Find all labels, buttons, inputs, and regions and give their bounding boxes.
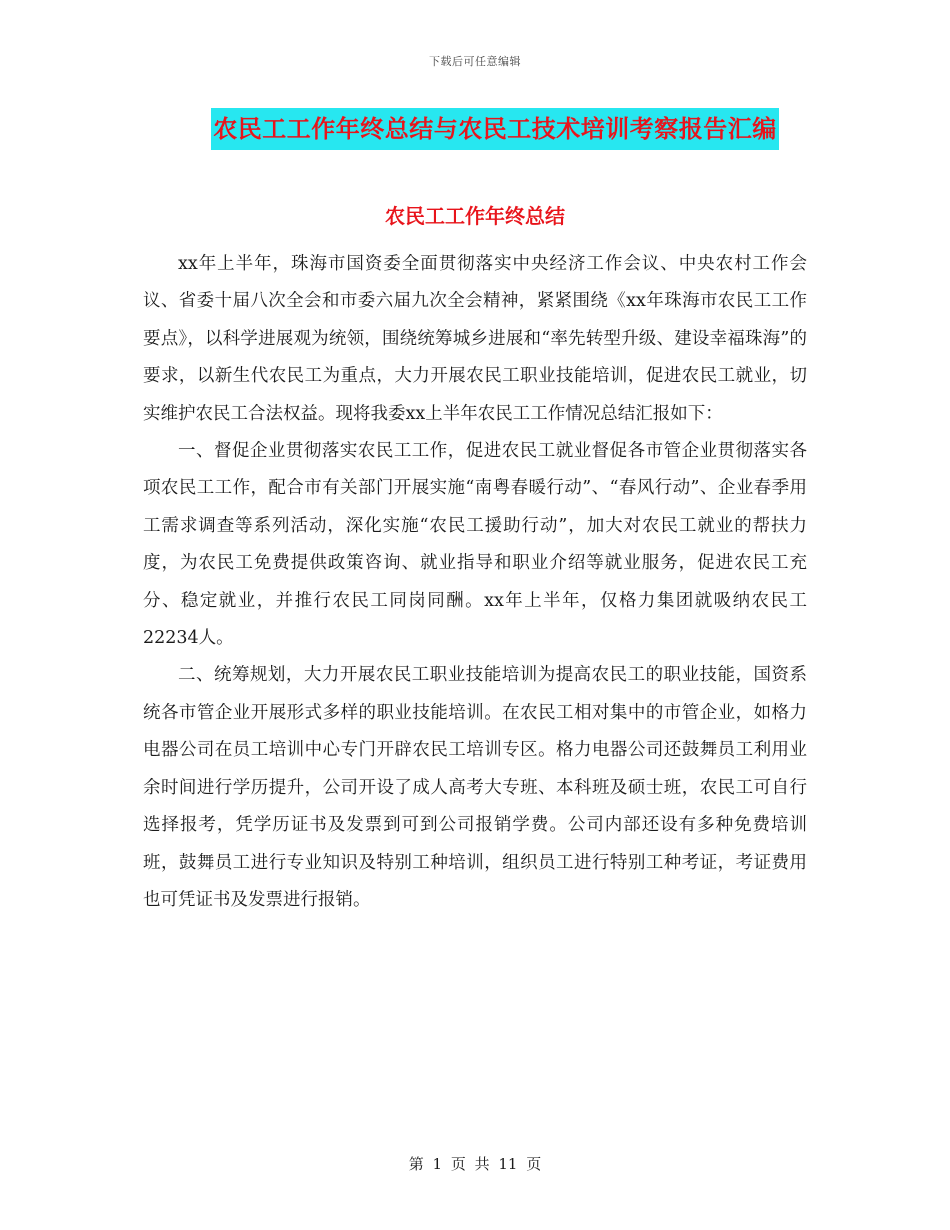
body-paragraph: xx年上半年，珠海市国资委全面贯彻落实中央经济工作会议、中央农村工作会议、省委十届八次全会和市委六届九次全会精神，紧紧围绕《xx年珠海市农民工工作要点》，以科学进展观为统领，围绕统筹城乡进展和“率先转型升级、建设幸福珠海”的要求，以新生代农民工为重点，大力开展农民工职业技能培训，促进农民工就业，切实维护农民工合法权益。现将我委xx上半年农民工工作情况总结汇报如下： — [143, 254, 807, 424]
document-body — [143, 246, 807, 919]
page-header-note: 下载后可任意编辑 — [429, 55, 521, 68]
section-title: 农民工工作年终总结 — [385, 204, 565, 228]
body-paragraph: 二、统筹规划，大力开展农民工职业技能培训为提高农民工的职业技能，国资系统各市管企业开展形式多样的职业技能培训。在农民工相对集中的市管企业，如格力电器公司在员工培训中心专门开辟农民工培训专区。格力电器公司还鼓舞员工利用业余时间进行学历提升，公司开设了成人高考大专班、本科班及硕士班，农民工可自行选择报考，凭学历证书及发票到可到公司报销学费。公司内部还设有多种免费培训班，鼓舞员工进行专业知识及特别工种培训，组织员工进行特别工种考证，考证费用也可凭证书及发票进行报销。 — [143, 665, 807, 910]
document-title-container — [0, 108, 950, 150]
body-paragraph: 一、督促企业贯彻落实农民工工作，促进农民工就业督促各市管企业贯彻落实各项农民工工作，配合市有关部门开展实施“南粤春暖行动”、“春风行动”、企业春季用工需求调查等系列活动，深化实施“农民工援助行动”，加大对农民工就业的帮扶力度，为农民工免费提供政策咨询、就业指导和职业介绍等就业服务，促进农民工充分、稳定就业，并推行农民工同岗同酬。xx年上半年，仅格力集团就吸纳农民工22234人。 — [143, 441, 807, 649]
document-title: 农民工工作年终总结与农民工技术培训考察报告汇编 — [211, 108, 779, 150]
page-number-footer: 第 1 页 共 11 页 — [408, 1155, 542, 1173]
